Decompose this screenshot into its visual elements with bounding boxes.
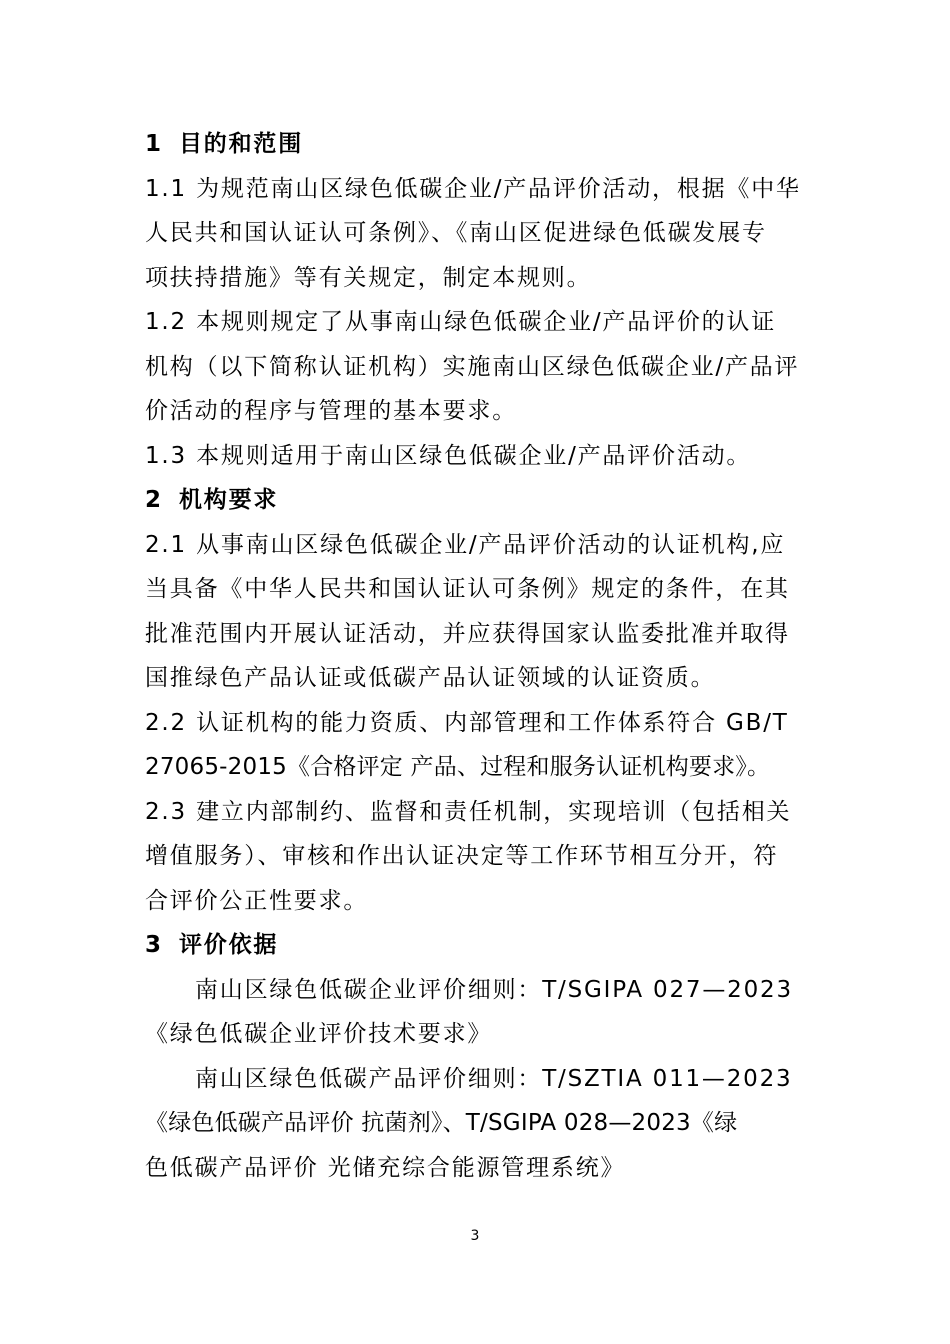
paragraph-line: 价活动的程序与管理的基本要求。 xyxy=(145,398,517,424)
section-title: 机构要求 xyxy=(179,487,279,513)
paragraph-line: 2.3 建立内部制约、监督和责任机制，实现培训（包括相关 xyxy=(145,798,792,825)
section-heading-2 xyxy=(145,478,810,523)
paragraph-line: 2.2 认证机构的能力资质、内部管理和工作体系符合 GB/T xyxy=(145,709,789,736)
section-number: 2 xyxy=(145,487,163,513)
paragraph-line: 1.2 本规则规定了从事南山绿色低碳企业/产品评价的认证 xyxy=(145,309,777,335)
paragraph-line: 国推绿色产品认证或低碳产品认证领域的认证资质。 xyxy=(145,665,716,691)
paragraph-line: 1.3 本规则适用于南山区绿色低碳企业/产品评价活动。 xyxy=(145,442,752,469)
paragraph-line: 增值服务）、审核和作出认证决定等工作环节相互分开，符 xyxy=(145,843,779,869)
document-body xyxy=(145,122,810,1190)
section-heading-1 xyxy=(145,122,810,167)
section-number: 1 xyxy=(145,131,163,157)
paragraph-line: 批准范围内开展认证活动，并应获得国家认监委批准并取得 xyxy=(145,620,790,647)
paragraph-line: 27065-2015《合格评定 产品、过程和服务认证机构要求》。 xyxy=(145,754,771,780)
page-number: 3 xyxy=(470,1228,480,1244)
paragraph-line: 项扶持措施》等有关规定，制定本规则。 xyxy=(145,264,592,291)
paragraph-line: 2.1 从事南山区绿色低碳企业/产品评价活动的认证机构,应 xyxy=(145,531,786,558)
paragraph-line: 合评价公正性要求。 xyxy=(145,887,369,914)
section-title: 评价依据 xyxy=(179,932,279,958)
paragraph-line: 《绿色低碳产品评价 抗菌剂》、T/SGIPA 028—2023《绿 xyxy=(145,1110,738,1136)
paragraph-line: 南山区绿色低碳产品评价细则：T/SZTIA 011—2023 xyxy=(195,1065,793,1092)
paragraph-line: 机构（以下简称认证机构）实施南山区绿色低碳企业/产品评 xyxy=(145,353,800,380)
paragraph-line: 南山区绿色低碳企业评价细则：T/SGIPA 027—2023 xyxy=(195,976,793,1003)
paragraph-line: 《绿色低碳企业评价技术要求》 xyxy=(145,1021,493,1047)
paragraph-line: 色低碳产品评价 光储充综合能源管理系统》 xyxy=(145,1154,626,1181)
paragraph-line: 人民共和国认证认可条例》、《南山区促进绿色低碳发展专 xyxy=(145,220,767,246)
paragraph-line: 1.1 为规范南山区绿色低碳企业/产品评价活动，根据《中华 xyxy=(145,175,801,202)
section-title: 目的和范围 xyxy=(179,131,303,157)
paragraph-line: 当具备《中华人民共和国认证认可条例》规定的条件，在其 xyxy=(145,576,790,602)
section-number: 3 xyxy=(145,932,163,958)
section-heading-3 xyxy=(145,923,810,968)
